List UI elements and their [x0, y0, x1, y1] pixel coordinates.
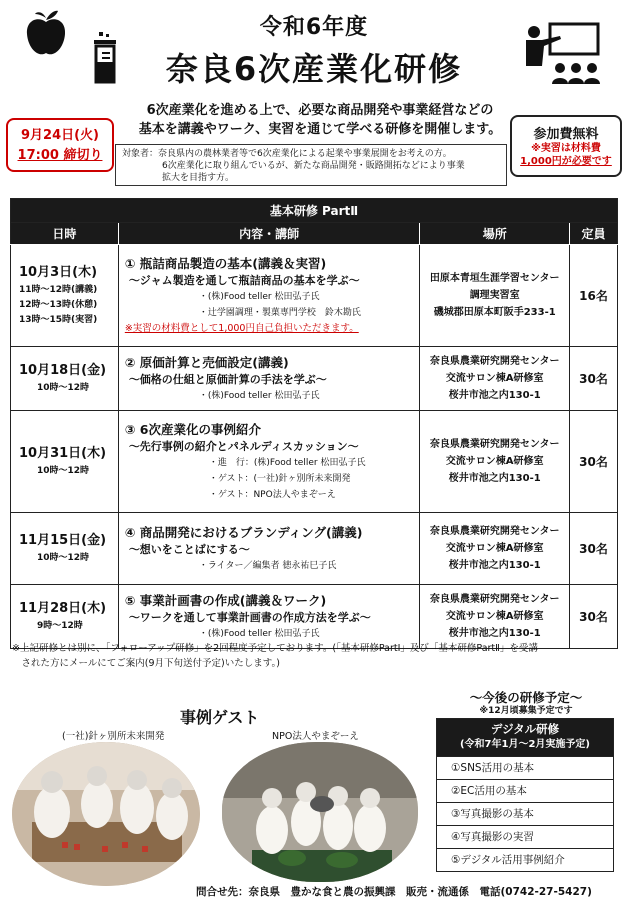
session-date: 11月15日(金) [19, 533, 107, 548]
place-line: 桜井市池之内130-1 [448, 628, 541, 639]
session-subtitle: ～先行事例の紹介とパネルディスカッション～ [128, 439, 359, 453]
row-content-cell [118, 411, 420, 513]
table-row [11, 585, 618, 649]
session-lecturer: ・ライター／編集者 徳永祐巳子氏 [198, 560, 337, 571]
page-subtitle: 令和6年度 [259, 15, 369, 40]
list-item: ③写真撮影の基本 [437, 802, 613, 825]
row-content-cell [118, 513, 420, 585]
digital-training-box [436, 718, 614, 872]
future-heading: ～今後の研修予定～ [469, 690, 583, 705]
fee-box [510, 115, 622, 177]
session-title: ⑤ 事業計画書の作成(講義＆ワーク) [124, 592, 327, 608]
session-time: 10時～12時 [37, 553, 90, 563]
digital-title-text: デジタル研修 [490, 722, 560, 736]
session-lecturer: ・ゲスト：NPO法人やまぞーえ [208, 489, 336, 500]
list-item: ⑤デジタル活用事例紹介 [437, 848, 613, 871]
guest1-photo [12, 742, 200, 886]
place-line: 奈良県農業研究開発センター [429, 439, 560, 450]
row-capacity: 16名 [570, 245, 618, 347]
row-place-cell [420, 585, 570, 649]
place-line: 交流サロン棟A研修室 [445, 543, 544, 554]
row-place-cell [420, 411, 570, 513]
place-line: 交流サロン棟A研修室 [445, 456, 544, 467]
place-line: 奈良県農業研究開発センター [429, 356, 560, 367]
place-line: 田原本青垣生涯学習センター [429, 273, 560, 284]
guest2-label: NPO法人やまぞーえ [272, 731, 359, 742]
session-time: 11時～12時(講義) [19, 285, 98, 295]
fee-free: 参加費無料 [533, 127, 599, 142]
place-line: 奈良県農業研究開発センター [429, 526, 560, 537]
place-line: 交流サロン棟A研修室 [445, 611, 544, 622]
session-date: 10月18日(金) [19, 363, 107, 378]
row-place-cell [420, 245, 570, 347]
session-subtitle: ～想いをことばにする～ [128, 542, 250, 556]
followup-footnote [12, 641, 620, 671]
session-date: 11月28日(木) [19, 601, 107, 616]
target-audience-box [115, 144, 507, 186]
place-line: 調理実習室 [469, 290, 520, 301]
session-lecturer: ・(株)Food teller 松田弘子氏 [198, 390, 320, 401]
future-note: ※12月頃募集予定です [479, 706, 573, 716]
session-subtitle: ～価格の仕組と原価計算の手法を学ぶ～ [128, 372, 327, 386]
list-item: ②EC活用の基本 [437, 779, 613, 802]
guest-heading: 事例ゲスト [180, 708, 260, 727]
session-lecturer: ・辻学園調理・製菓専門学校 鈴木勘氏 [198, 308, 361, 318]
place-line: 磯城郡田原本町阪手233-1 [433, 307, 556, 318]
row-capacity: 30名 [570, 347, 618, 411]
deadline-date: 9月24日(火) [20, 128, 100, 143]
target-line: 対象者：奈良県内の農林業者等で6次産業化による起業や事業展開をお考えの方。 [122, 149, 452, 159]
session-title: ④ 商品開発におけるブランディング(講義) [124, 524, 363, 540]
table-title: 基本研修 PartⅡ [11, 199, 618, 223]
row-capacity: 30名 [570, 411, 618, 513]
page-title: 奈良6次産業化研修 [165, 50, 463, 88]
intro-text [120, 101, 520, 139]
session-title: ② 原価計算と売価設定(講義) [124, 354, 289, 370]
session-time: 10時～12時 [37, 383, 90, 393]
footnote-line: された方にメールにてご案内(9月下旬送付予定)いたします。) [12, 658, 280, 669]
intro-line: 基本を講義やワーク、実習を通じて学べる研修を開催します。 [138, 122, 502, 137]
deadline-time: 17:00 締切り [17, 148, 103, 163]
row-date-cell [11, 585, 119, 649]
header-place: 場所 [420, 223, 570, 245]
footnote-line: ※上記研修とは別に、「フォローアップ研修」を2回程度予定しております。(「基本研修PartⅠ」及び「基本研修PartⅡ」を受講 [12, 643, 538, 654]
session-subtitle: ～ワークを通して事業計画書の作成方法を学ぶ～ [128, 610, 371, 624]
session-lecturer: ・進 行：(株)Food teller 松田弘子氏 [208, 457, 366, 468]
list-item: ①SNS活用の基本 [437, 756, 613, 779]
header-content: 内容・講師 [118, 223, 420, 245]
session-lecturer: ・(株)Food teller 松田弘子氏 [198, 628, 320, 639]
session-time: 12時～13時(休憩) [19, 300, 98, 310]
guest1-label: (一社)針ヶ別所未来開発 [62, 731, 165, 742]
row-place-cell [420, 347, 570, 411]
session-subtitle: ～ジャム製造を通して瓶詰商品の基本を学ぶ～ [128, 274, 360, 287]
digital-training-title [437, 719, 613, 756]
deadline-box [6, 118, 114, 172]
digital-period-text: (令和7年1月～2月実施予定) [459, 739, 590, 750]
row-place-cell [420, 513, 570, 585]
session-lecturer: ・ゲスト：(一社)針ヶ別所未来開発 [208, 473, 351, 484]
session-time: 10時～12時 [37, 466, 90, 476]
row-capacity: 30名 [570, 513, 618, 585]
table-row [11, 411, 618, 513]
contact-info: 問合せ先：奈良県 豊かな食と農の振興課 販売・流通係 電話(0742-27-5427) [196, 886, 592, 898]
target-line: 拡大を目指す方。 [162, 173, 235, 183]
session-date: 10月31日(木) [19, 446, 107, 461]
table-row [11, 513, 618, 585]
row-date-cell [11, 513, 119, 585]
header [0, 0, 628, 96]
row-content-cell [118, 347, 420, 411]
fee-note: ※実習は材料費 [531, 143, 601, 154]
session-note: ※実習の材料費として1,000円自己負担いただきます。 [124, 323, 359, 334]
place-line: 交流サロン棟A研修室 [445, 373, 544, 384]
teacher-icon [520, 22, 600, 86]
session-title: ① 瓶詰商品製造の基本(講義＆実習) [124, 256, 327, 271]
session-lecturer: ・(株)Food teller 松田弘子氏 [198, 292, 320, 302]
table-row [11, 347, 618, 411]
row-date-cell [11, 411, 119, 513]
schedule-table [10, 198, 618, 649]
header-capacity: 定員 [570, 223, 618, 245]
place-line: 奈良県農業研究開発センター [429, 594, 560, 605]
session-time: 13時～15時(実習) [19, 315, 98, 325]
guest2-photo [222, 742, 418, 882]
table-row [11, 245, 618, 347]
session-time: 9時～12時 [37, 621, 83, 631]
row-capacity: 30名 [570, 585, 618, 649]
header-date: 日時 [11, 223, 119, 245]
place-line: 桜井市池之内130-1 [448, 560, 541, 571]
place-line: 桜井市池之内130-1 [448, 473, 541, 484]
row-date-cell [11, 245, 119, 347]
list-item: ④写真撮影の実習 [437, 825, 613, 848]
intro-line: 6次産業化を進める上で、必要な商品開発や事業経営などの [146, 103, 494, 118]
row-date-cell [11, 347, 119, 411]
session-title: ③ 6次産業化の事例紹介 [124, 421, 261, 437]
target-line: 6次産業化に取り組んでいるが、新たな商品開発・販路開拓などにより事業 [162, 161, 465, 171]
fee-amount: 1,000円が必要です [520, 156, 612, 167]
session-date: 10月3日(木) [19, 265, 98, 280]
row-content-cell [118, 585, 420, 649]
place-line: 桜井市池之内130-1 [448, 390, 541, 401]
row-content-cell [118, 245, 420, 347]
